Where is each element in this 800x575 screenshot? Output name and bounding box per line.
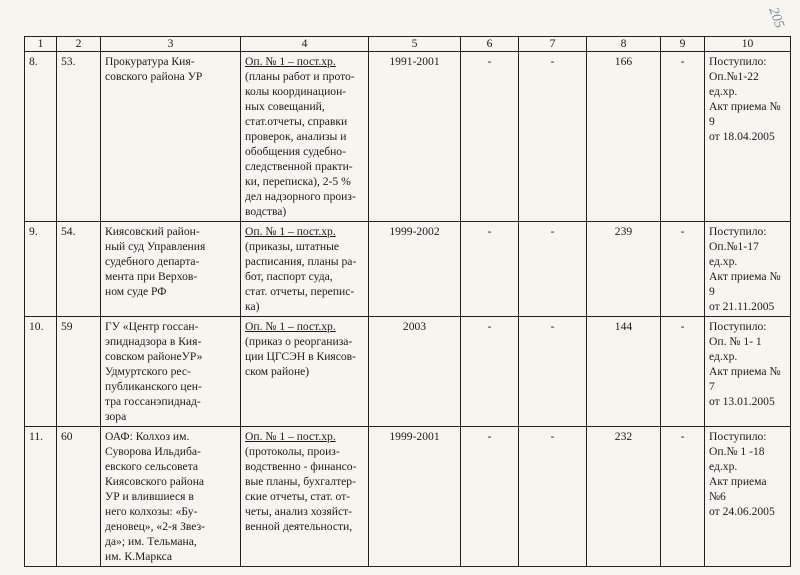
cell-col7: - xyxy=(519,427,587,567)
date-range: 2003 xyxy=(369,317,461,427)
column-header: 8 xyxy=(587,37,661,52)
inventory-title: Оп. № 1 – пост.хр. xyxy=(245,430,336,443)
fund-number: 60 xyxy=(57,427,101,567)
fund-number: 54. xyxy=(57,222,101,317)
item-count: 232 xyxy=(587,427,661,567)
column-header: 6 xyxy=(461,37,519,52)
receipt-note: Поступило: Оп.№1-17 ед.хр. Акт приема № 9 от 21.11.2005 xyxy=(705,222,791,317)
inventory-description xyxy=(241,222,369,317)
table-row xyxy=(25,52,791,222)
column-header: 7 xyxy=(519,37,587,52)
date-range: 1991-2001 xyxy=(369,52,461,222)
inventory-description xyxy=(241,317,369,427)
row-number: 10. xyxy=(25,317,57,427)
fund-number: 53. xyxy=(57,52,101,222)
column-header: 1 xyxy=(25,37,57,52)
cell-col7: - xyxy=(519,317,587,427)
cell-col6: - xyxy=(461,427,519,567)
column-header: 2 xyxy=(57,37,101,52)
column-header: 5 xyxy=(369,37,461,52)
date-range: 1999-2002 xyxy=(369,222,461,317)
cell-col9: - xyxy=(661,222,705,317)
cell-col7: - xyxy=(519,52,587,222)
inventory-contents: (планы работ и прото- колы координацион- ных совещаний, стат.отчеты, справки проверок, анализы и обобщения судебно- следственной практи- ки, переписка), 2-5 % дел надзорного произ- водства) xyxy=(245,70,356,218)
table-row xyxy=(25,427,791,567)
column-header: 3 xyxy=(101,37,241,52)
receipt-note: Поступило: Оп. № 1- 1 ед.хр. Акт приема № 7 от 13.01.2005 xyxy=(705,317,791,427)
cell-col6: - xyxy=(461,52,519,222)
cell-col9: - xyxy=(661,427,705,567)
item-count: 166 xyxy=(587,52,661,222)
row-number: 11. xyxy=(25,427,57,567)
cell-col7: - xyxy=(519,222,587,317)
inventory-description xyxy=(241,427,369,567)
item-count: 144 xyxy=(587,317,661,427)
receipt-note: Поступило: Оп.№ 1 -18 ед.хр. Акт приема №6 от 24.06.2005 xyxy=(705,427,791,567)
cell-col6: - xyxy=(461,317,519,427)
table-row xyxy=(25,317,791,427)
receipt-note: Поступило: Оп.№1-22 ед.хр. Акт приема № 9 от 18.04.2005 xyxy=(705,52,791,222)
inventory-contents: (приказы, штатные расписания, планы ра- бот, паспорт суда, стат. отчеты, перепис- ка) xyxy=(245,240,357,313)
inventory-contents: (протоколы, произ- водственно - финансо- вые планы, бухгалтер- ские отчеты, стат. от- четы, анализ хозяйст- венной деятельности, xyxy=(245,445,357,533)
inventory-title: Оп. № 1 – пост.хр. xyxy=(245,320,336,333)
cell-col9: - xyxy=(661,52,705,222)
item-count: 239 xyxy=(587,222,661,317)
inventory-contents: (приказ о реорганиза- ции ЦГСЭН в Киясов- ском районе) xyxy=(245,335,357,378)
header-row xyxy=(25,37,791,52)
page-number: 205 xyxy=(765,5,787,31)
row-number: 9. xyxy=(25,222,57,317)
fund-name: Прокуратура Кия- совского района УР xyxy=(101,52,241,222)
column-header: 9 xyxy=(661,37,705,52)
row-number: 8. xyxy=(25,52,57,222)
column-header: 10 xyxy=(705,37,791,52)
fund-name: ОАФ: Колхоз им. Суворова Ильдибa- евского сельсовета Киясовского района УР и влившиеся в него колхозы: «Бу- деновец», «2-я Звез- да»; им. Тельмана, им. К.Маркса xyxy=(101,427,241,567)
inventory-title: Оп. № 1 – пост.хр. xyxy=(245,225,336,238)
cell-col6: - xyxy=(461,222,519,317)
table-row xyxy=(25,222,791,317)
cell-col9: - xyxy=(661,317,705,427)
fund-name: Киясовский район- ный суд Управления судебного департа- мента при Верхов- ном суде РФ xyxy=(101,222,241,317)
fund-name: ГУ «Центр госсан- эпиднадзора в Кия- совском районеУР» Удмуртского рес- публиканского цен- тра госсанэпиднад- зора xyxy=(101,317,241,427)
date-range: 1999-2001 xyxy=(369,427,461,567)
inventory-title: Оп. № 1 – пост.хр. xyxy=(245,55,336,68)
archive-table xyxy=(24,36,791,567)
inventory-description xyxy=(241,52,369,222)
fund-number: 59 xyxy=(57,317,101,427)
column-header: 4 xyxy=(241,37,369,52)
